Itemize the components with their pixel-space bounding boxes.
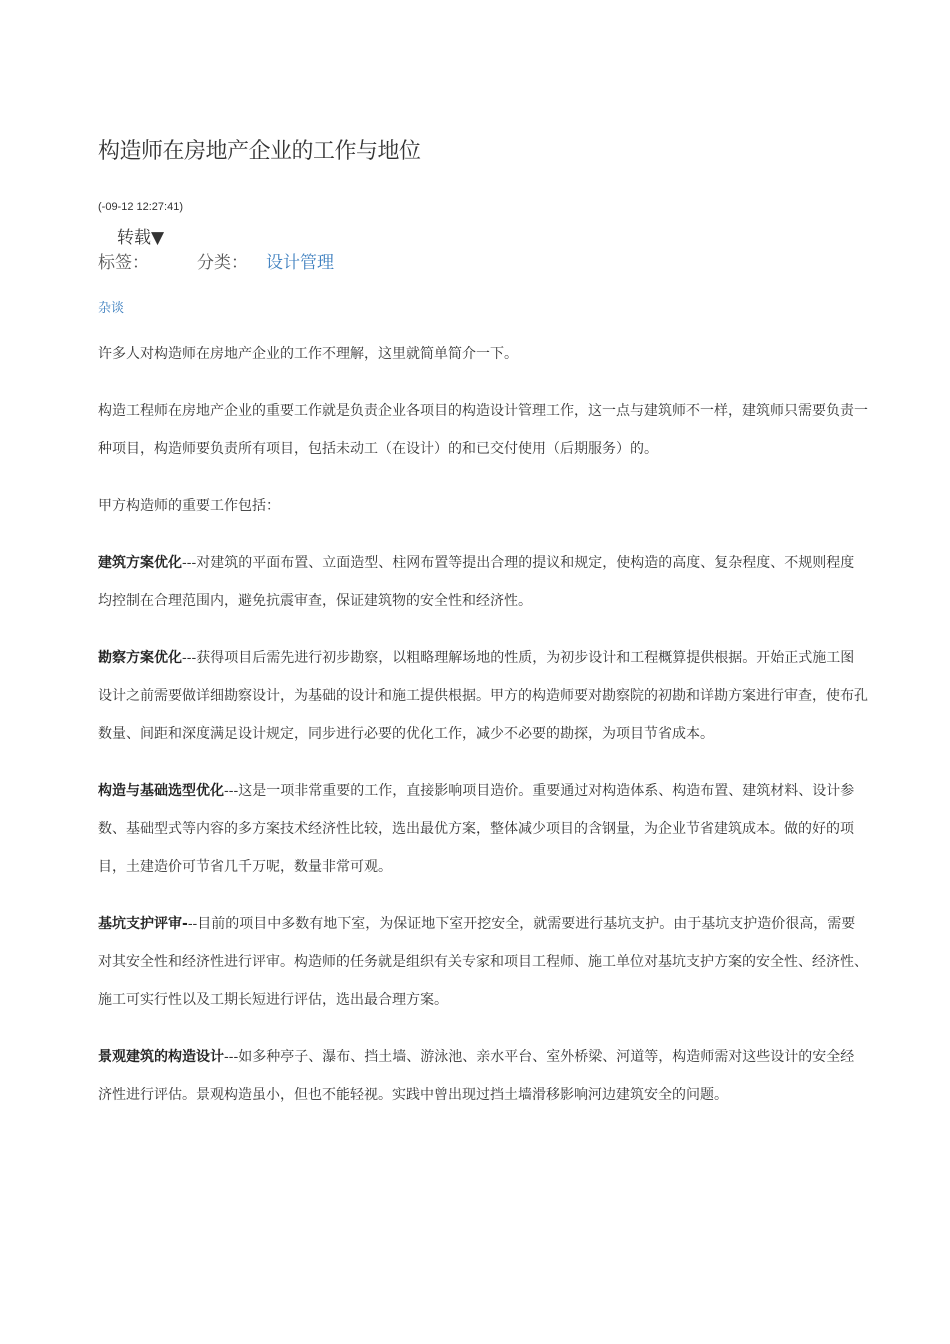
paragraph-lead: 勘察方案优化 [98, 650, 182, 666]
paragraph [98, 905, 868, 1019]
paragraph [98, 639, 868, 753]
paragraph-lead: 建筑方案优化 [98, 555, 182, 571]
paragraph-text: --目前的项目中多数有地下室，为保证地下室开挖安全，就需要进行基坑支护。由于基坑支护造价很高，需要对其安全性和经济性进行评审。构造师的任务就是组织有关专家和项目工程师、施工单位对基坑支护方案的安全性、经济性、施工可实行性以及工期长短进行评估，选出最合理方案。 [98, 916, 868, 1008]
tags-label: 标签： [98, 253, 149, 273]
paragraph [98, 487, 868, 525]
paragraph-text: 构造工程师在房地产企业的重要工作就是负责企业各项目的构造设计管理工作，这一点与建筑师不一样，建筑师只需要负责一种项目，构造师要负责所有项目，包括未动工（在设计）的和已交付使用（后期服务）的。 [98, 403, 868, 457]
paragraph [98, 772, 868, 886]
paragraph-text: ---对建筑的平面布置、立面造型、柱网布置等提出合理的提议和规定，使构造的高度、复杂程度、不规则程度均控制在合理范围内，避免抗震审查，保证建筑物的安全性和经济性。 [98, 555, 855, 609]
paragraph [98, 1038, 868, 1114]
tag-link[interactable]: 杂谈 [98, 301, 125, 316]
category-link[interactable]: 设计管理 [266, 253, 334, 273]
paragraph-text: ---获得项目后需先进行初步勘察，以粗略理解场地的性质，为初步设计和工程概算提供根据。开始正式施工图设计之前需要做详细勘察设计，为基础的设计和施工提供根据。甲方的构造师要对勘察院的初勘和详勘方案进行审查，使布孔数量、间距和深度满足设计规定，同步进行必要的优化工作，减少不必要的勘探，为项目节省成本。 [98, 650, 868, 742]
paragraph [98, 335, 868, 373]
post-date: (-09-12 12:27:41) [98, 201, 183, 213]
paragraph-text: ---如多种亭子、瀑布、挡土墙、游泳池、亲水平台、室外桥梁、河道等，构造师需对这些设计的安全经济性进行评估。景观构造虽小，但也不能轻视。实践中曾出现过挡土墙滑移影响河边建筑安全的问题。 [98, 1049, 855, 1103]
paragraph [98, 392, 868, 468]
paragraph [98, 544, 868, 620]
paragraph-text: 甲方构造师的重要工作包括： [98, 498, 280, 514]
paragraph-text: ---这是一项非常重要的工作，直接影响项目造价。重要通过对构造体系、构造布置、建筑材料、设计参数、基础型式等内容的多方案技术经济性比较，选出最优方案，整体减少项目的含钢量，为企业节省建筑成本。做的好的项目，土建造价可节省几千万呢，数量非常可观。 [98, 783, 855, 875]
paragraph-lead: 构造与基础选型优化 [98, 783, 224, 799]
article-body [98, 335, 868, 1133]
paragraph-lead: 基坑支护评审- [98, 916, 188, 932]
article-title: 构造师在房地产企业的工作与地位 [98, 139, 421, 164]
paragraph-lead: 景观建筑的构造设计 [98, 1049, 224, 1065]
paragraph-text: 许多人对构造师在房地产企业的工作不理解，这里就简单简介一下。 [98, 346, 518, 362]
repost-button[interactable]: 转载▼ [117, 228, 165, 248]
category-label: 分类： [197, 253, 248, 273]
meta-row [98, 248, 334, 273]
